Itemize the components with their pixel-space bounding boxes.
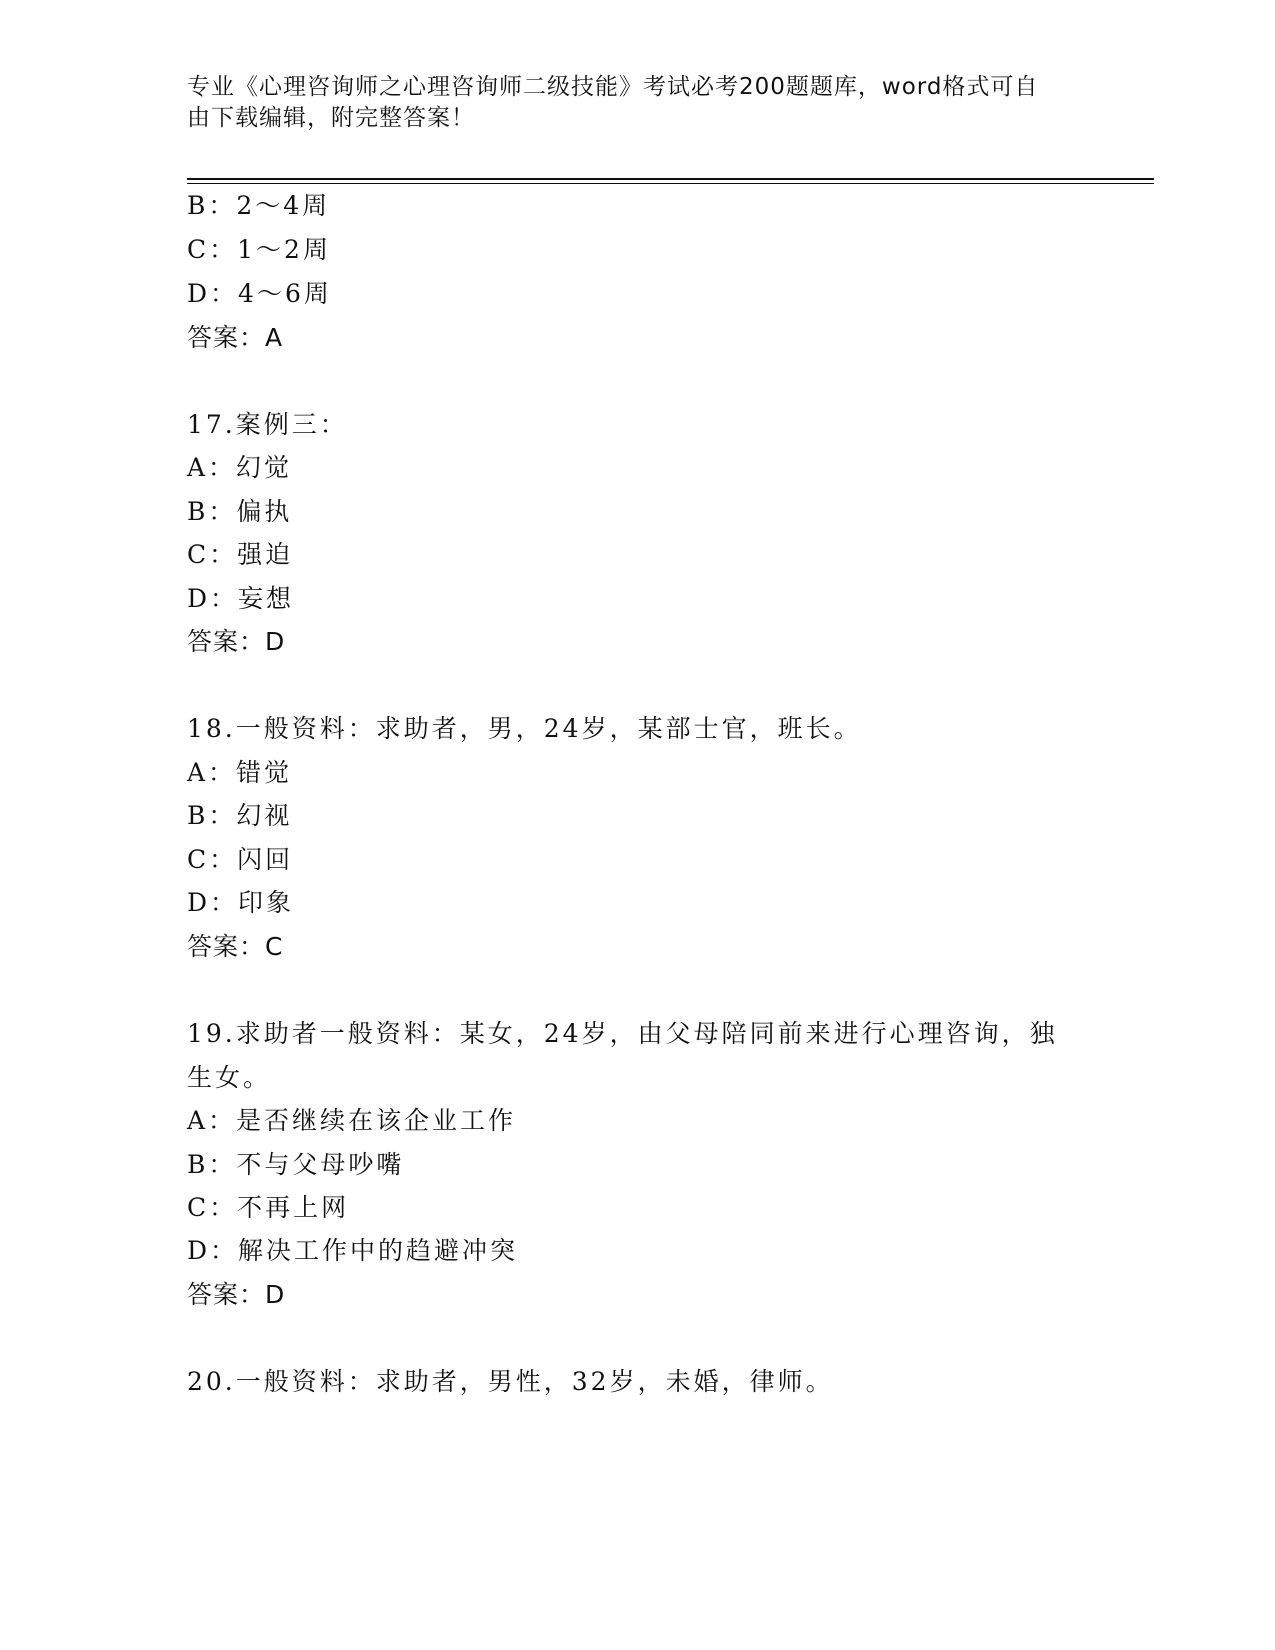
q17-option-a: A：幻觉: [187, 453, 293, 482]
header-line-1: 专业《心理咨询师之心理咨询师二级技能》考试必考200题题库，word格式可自: [187, 74, 1039, 100]
q18-option-c: C：闪回: [187, 845, 294, 874]
q18-option-d: D：印象: [187, 888, 295, 917]
q19-option-b: B：不与父母吵嘴: [187, 1150, 405, 1179]
q17-option-d: D：妄想: [187, 584, 295, 613]
q16-option-b: B：2～4周: [187, 191, 331, 220]
header-line-2: 由下载编辑，附完整答案！: [187, 105, 475, 131]
header-divider-thin: [187, 183, 1154, 184]
q16-answer: 答案：A: [187, 323, 284, 352]
q19-question-line-1: 19.求助者一般资料：某女，24岁，由父母陪同前来进行心理咨询，独: [187, 1019, 1058, 1048]
document-header: [187, 72, 1067, 134]
header-divider-thick: [187, 178, 1154, 180]
q19-option-d: D：解决工作中的趋避冲突: [187, 1236, 519, 1265]
q17-option-c: C：强迫: [187, 540, 294, 569]
q19-answer: 答案：D: [187, 1280, 286, 1309]
q17-answer: 答案：D: [187, 627, 286, 656]
q20-question: 20.一般资料：求助者，男性，32岁，未婚，律师。: [187, 1367, 834, 1396]
q16-option-d: D：4～6周: [187, 279, 332, 308]
q19-question-line-2: 生女。: [187, 1063, 272, 1092]
q19-option-a: A：是否继续在该企业工作: [187, 1106, 517, 1135]
q19-option-c: C：不再上网: [187, 1193, 350, 1222]
q17-question: 17.案例三：: [187, 410, 348, 439]
q17-option-b: B：偏执: [187, 497, 293, 526]
q18-question: 18.一般资料：求助者，男，24岁，某部士官，班长。: [187, 714, 862, 743]
q18-option-b: B：幻视: [187, 801, 293, 830]
q16-option-c: C：1～2周: [187, 235, 331, 264]
q18-answer: 答案：C: [187, 932, 284, 961]
q18-option-a: A：错觉: [187, 758, 293, 787]
